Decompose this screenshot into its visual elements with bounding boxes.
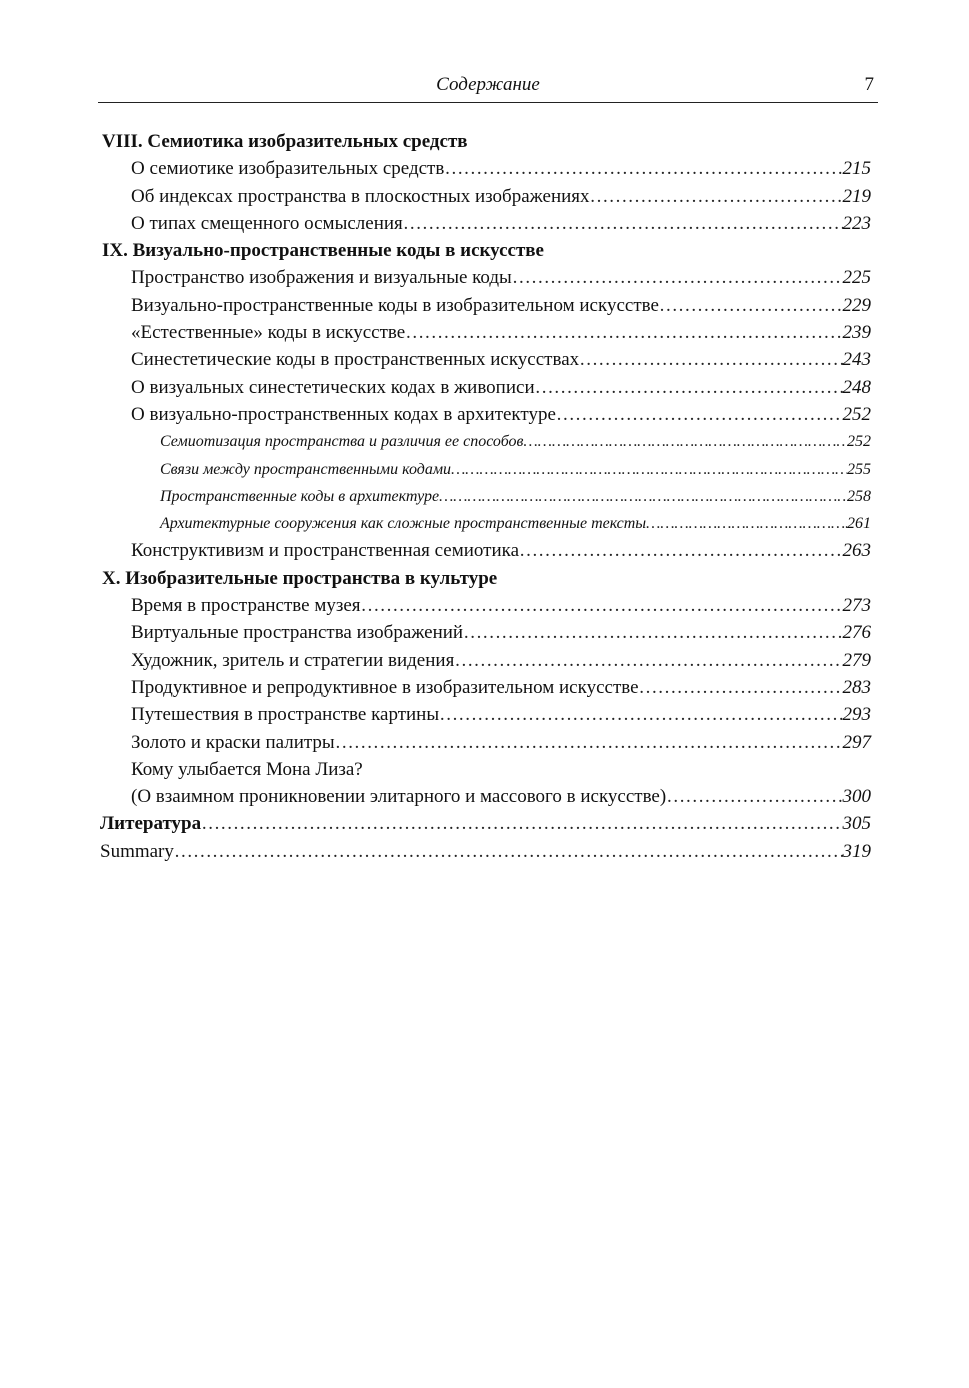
dot-leader: [201, 810, 842, 837]
dot-leader: [439, 701, 842, 728]
toc-entry[interactable]: [100, 264, 875, 291]
toc-entry-page: 297: [842, 731, 871, 753]
toc-entry[interactable]: [100, 783, 875, 810]
toc-entry[interactable]: [100, 319, 875, 346]
toc-entry-page: 219: [842, 185, 871, 207]
running-title: Содержание: [436, 74, 540, 95]
toc-entry-page: 263: [842, 540, 871, 562]
toc-entry-page: 305: [842, 813, 871, 835]
dot-leader: [579, 346, 842, 373]
toc-entry-label: Синестетические коды в пространственных искусствах: [131, 349, 580, 371]
toc-entry-page: 243: [842, 349, 871, 371]
toc-subentry-page: 255: [847, 460, 871, 478]
chapter-heading: IX. Визуально-пространственные коды в искусстве: [102, 240, 544, 262]
toc-subentry[interactable]: [100, 483, 875, 510]
dot-leader: [451, 456, 847, 483]
chapter-heading: VIII. Семиотика изобразительных средств: [102, 131, 468, 152]
page-number: 7: [864, 74, 874, 95]
toc-entry-page: 293: [842, 704, 871, 726]
dot-leader: [666, 783, 842, 810]
toc-entry-label: Summary: [100, 840, 174, 862]
toc-entry[interactable]: [100, 346, 875, 373]
toc-entry-label: О визуальных синестетических кодах в живописи: [131, 376, 535, 398]
toc-subentry-page: 258: [847, 487, 871, 505]
dot-leader: [335, 729, 843, 756]
dot-leader: [403, 210, 843, 237]
toc-subentry-label: Архитектурные сооружения как сложные пространственные тексты: [160, 515, 647, 533]
toc-entry[interactable]: [100, 701, 875, 728]
toc-subentry-label: Пространственные коды в архитектуре: [160, 487, 440, 505]
toc-entry-label: Путешествия в пространстве картины: [131, 704, 440, 726]
dot-leader: [535, 374, 843, 401]
toc-entry-page: 215: [842, 158, 871, 180]
toc-entry-page: 248: [842, 376, 871, 398]
toc-entry-label: Литература: [100, 813, 202, 835]
dot-leader: [405, 319, 842, 346]
toc-entry[interactable]: [100, 537, 875, 564]
toc-entry-label: О типах смещенного осмысления: [131, 212, 403, 234]
toc-entry[interactable]: [100, 647, 875, 674]
table-of-contents: [100, 128, 875, 865]
toc-subentry-page: 261: [847, 515, 871, 533]
toc-entry-page: 279: [842, 649, 871, 671]
toc-entry-page: 273: [842, 595, 871, 617]
toc-entry-page: 319: [842, 840, 871, 862]
dot-leader: [639, 674, 843, 701]
toc-entry[interactable]: [100, 374, 875, 401]
chapter-heading: X. Изобразительные пространства в культуре: [102, 567, 498, 589]
toc-entry-label: Золото и краски палитры: [131, 731, 335, 753]
toc-entry-label: Продуктивное и репродуктивное в изобразительном искусстве: [131, 676, 639, 698]
toc-entry[interactable]: [100, 292, 875, 319]
toc-entry-page: 223: [842, 212, 871, 234]
toc-entry-page: 276: [842, 622, 871, 644]
toc-entry-label: Об индексах пространства в плоскостных изображениях: [131, 185, 590, 207]
toc-entry[interactable]: [100, 619, 875, 646]
toc-entry-page: 239: [842, 322, 871, 344]
toc-entry-page: 225: [842, 267, 871, 289]
dot-leader: [556, 401, 843, 428]
toc-entry[interactable]: [100, 401, 875, 428]
toc-entry-label: Виртуальные пространства изображений: [131, 622, 464, 644]
toc-entry[interactable]: [100, 592, 875, 619]
dot-leader: [439, 483, 847, 510]
dot-leader: [646, 510, 847, 537]
dot-leader: [519, 537, 842, 564]
toc-entry-label: Конструктивизм и пространственная семиотика: [131, 540, 520, 562]
toc-entry-label: Художник, зритель и стратегии видения: [131, 649, 455, 671]
toc-entry-label: О семиотике изобразительных средств: [131, 158, 445, 180]
toc-entry-summary[interactable]: [100, 838, 875, 865]
toc-entry-literature[interactable]: [100, 810, 875, 837]
toc-entry-page: 283: [842, 676, 871, 698]
toc-entry-page: 229: [842, 294, 871, 316]
dot-leader: [444, 155, 842, 182]
dot-leader: [590, 183, 843, 210]
toc-subentry-label: Семиотизация пространства и различия ее способов: [160, 433, 524, 451]
toc-entry[interactable]: [100, 210, 875, 237]
toc-subentry[interactable]: [100, 510, 875, 537]
toc-entry-page: 300: [842, 786, 871, 808]
toc-entry-label: «Естественные» коды в искусстве: [131, 322, 406, 344]
dot-leader: [659, 292, 843, 319]
dot-leader: [454, 647, 842, 674]
toc-subentry[interactable]: [100, 456, 875, 483]
toc-entry-title-line[interactable]: [100, 756, 875, 783]
toc-entry-label: Визуально-пространственные коды в изобразительном искусстве: [131, 294, 659, 316]
toc-entry-label: О визуально-пространственных кодах в архитектуре: [131, 403, 556, 425]
dot-leader: [523, 428, 847, 455]
toc-entry-page: 252: [842, 403, 871, 425]
toc-subentry-label: Связи между пространственными кодами: [160, 460, 452, 478]
toc-subentry-page: 252: [847, 433, 871, 451]
toc-entry[interactable]: [100, 155, 875, 182]
dot-leader: [463, 619, 842, 646]
toc-entry[interactable]: [100, 183, 875, 210]
dot-leader: [361, 592, 843, 619]
dot-leader: [512, 264, 843, 291]
running-header: [98, 72, 878, 103]
toc-entry-label: Время в пространстве музея: [131, 595, 361, 617]
toc-entry-label: (О взаимном проникновении элитарного и массового в искусстве): [131, 786, 667, 808]
toc-subentry[interactable]: [100, 428, 875, 455]
toc-entry-label: Пространство изображения и визуальные коды: [131, 267, 512, 289]
toc-entry-label: Кому улыбается Мона Лиза?: [131, 758, 363, 780]
toc-entry[interactable]: [100, 674, 875, 701]
dot-leader: [174, 838, 843, 865]
toc-entry[interactable]: [100, 729, 875, 756]
